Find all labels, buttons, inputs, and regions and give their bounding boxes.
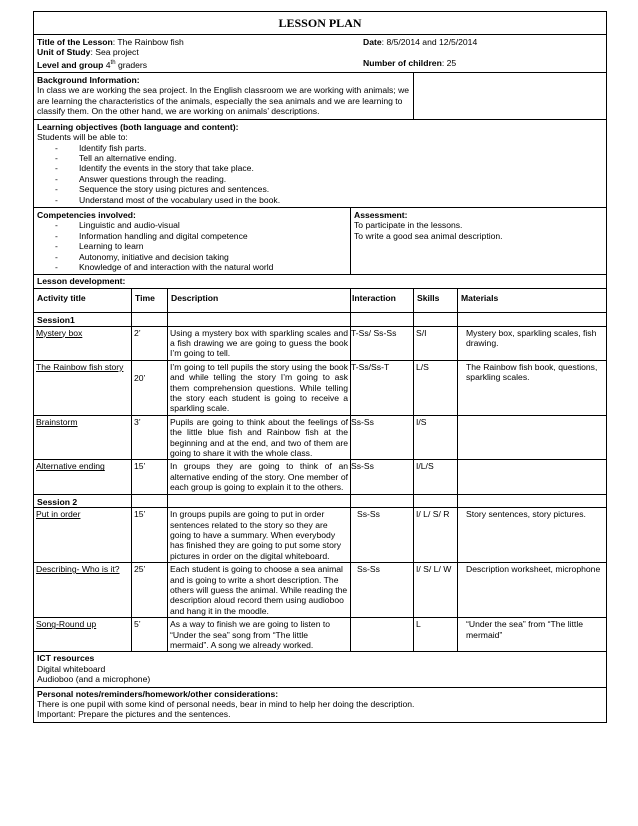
list-item: - Identify the events in the story that take place. <box>55 163 254 174</box>
title-label: Title of the Lesson <box>37 37 113 47</box>
date-value: : 8/5/2014 and 12/5/2014 <box>381 37 478 47</box>
ict-line: Digital whiteboard <box>37 663 106 674</box>
column-header: Skills <box>414 288 458 312</box>
competencies-section <box>34 207 351 274</box>
objectives-list <box>37 143 603 205</box>
title-value: : The Rainbow fish <box>112 37 184 47</box>
background-section <box>34 73 414 120</box>
notes-line: Important: Prepare the pictures and the sentences. <box>37 709 231 720</box>
objectives-intro: Students will be able to: <box>37 132 128 143</box>
table-row: Brainstorm 3’ Pupils are going to think about the feelings of the little blue fish and Rainbow fish at the beginning and at the end, and two of them are going to share it with the whole class. Ss-Ss I/S <box>34 415 607 460</box>
assessment-line: To write a good sea animal description. <box>354 230 503 241</box>
lesson-plan-document <box>33 11 606 723</box>
assessment-section <box>351 207 607 274</box>
unit-value: : Sea project <box>90 47 139 58</box>
table-row: Mystery box 2’ Using a mystery box with sparkling scales and a fish drawing we are going to guess the book I’m going to tell. T-Ss/ Ss-Ss S/I Mystery box, sparkling scales, fish drawing. <box>34 326 607 360</box>
column-header: Activity title <box>34 288 132 312</box>
ict-section <box>34 652 607 687</box>
list-item: - Tell an alternative ending. <box>55 152 177 163</box>
table-row: The Rainbow fish story 20’ I’m going to tell pupils the story using the book and while telling the story I’m going to ask them comprehension questions. While telling the story each student is going to receive a sparkling scale. T-Ss/Ss-T L/S The Rainbow fish book, questions, sparkling scales. <box>34 360 607 415</box>
level-value-sup: th <box>110 59 116 66</box>
list-item: - Understand most of the vocabulary used in the book. <box>55 194 281 205</box>
level-value-pre: 4 <box>103 59 111 70</box>
column-header: Interaction <box>351 288 414 312</box>
assessment-label: Assessment: <box>354 209 408 220</box>
column-header: Description <box>168 288 351 312</box>
notes-section <box>34 687 607 722</box>
objectives-label: Learning objectives (both language and content): <box>37 121 239 132</box>
list-item: - Identify fish parts. <box>55 142 147 153</box>
notes-label: Personal notes/reminders/homework/other considerations: <box>37 688 279 699</box>
table-row: Song-Round up 5’ As a way to finish we are going to listen to “Under the sea” song from “The little mermaid”. A song we already worked. L “Under the sea” from “The little mermaid” <box>34 618 607 652</box>
list-item: - Answer questions through the reading. <box>55 173 227 184</box>
background-empty-cell <box>414 73 607 120</box>
session2-label: Session 2 <box>37 496 78 507</box>
ict-label: ICT resources <box>37 653 95 664</box>
table-row: Describing- Who is it? 25’ Each student is going to choose a sea animal and is going to write a short description. The others will guess the animal. While reading the description aloud record them using audioboo and hang it in the moodle. Ss-Ss I/ S/ L/ W Description worksheet, microphone <box>34 563 607 618</box>
lesson-plan-table <box>33 11 607 723</box>
children-label: Number of children <box>363 57 442 68</box>
session-row <box>34 313 607 326</box>
table-row: Alternative ending 15’ In groups they are going to think of an alternative ending of the story. One member of each group is going to explain it to the others. Ss-Ss I/L/S <box>34 460 607 494</box>
notes-line: There is one pupil with some kind of personal needs, bear in mind to help her doing the description. <box>37 699 415 710</box>
ict-line: Audioboo (and a microphone) <box>37 674 151 685</box>
list-item: - Autonomy, initiative and decision taking <box>55 251 229 262</box>
unit-label: Unit of Study <box>37 47 91 58</box>
table-header-row <box>34 288 607 312</box>
session-row <box>34 494 607 507</box>
development-label: Lesson development: <box>34 275 607 288</box>
column-header: Time <box>132 288 168 312</box>
column-header: Materials <box>458 288 607 312</box>
table-row: Put in order 15’ In groups pupils are going to put in order sentences related to the story so they are going to have a summary. When everybody has finished they are going to put some story pictures in order on the digital whiteboard. Ss-Ss I/ L/ S/ R Story sentences, story pictures. <box>34 508 607 563</box>
objectives-section <box>34 119 607 207</box>
list-item: - Learning to learn <box>55 241 144 252</box>
competencies-list <box>37 220 347 272</box>
level-value-post: graders <box>115 59 148 70</box>
assessment-line: To participate in the lessons. <box>354 220 463 231</box>
session1-label: Session1 <box>37 315 75 326</box>
background-label: Background Information: <box>37 75 140 86</box>
level-label: Level and group <box>37 59 104 70</box>
list-item: - Information handling and digital competence <box>55 230 248 241</box>
list-item: - Sequence the story using pictures and sentences. <box>55 184 270 195</box>
background-text: In class we are working the sea project. In the English classroom we are working with animals; we are learning the characteristics of the animals, especially the sea animals and we are learning to classify them. On the other hand, we are working on animals’ descriptions. <box>37 85 410 117</box>
header-info <box>34 35 607 73</box>
page-title: LESSON PLAN <box>34 12 607 35</box>
date-label: Date <box>363 37 382 47</box>
list-item: - Linguistic and audio-visual <box>55 220 180 231</box>
children-value: : 25 <box>441 57 457 68</box>
list-item: - Knowledge of and interaction with the natural world <box>55 261 274 272</box>
competencies-label: Competencies involved: <box>37 209 136 220</box>
